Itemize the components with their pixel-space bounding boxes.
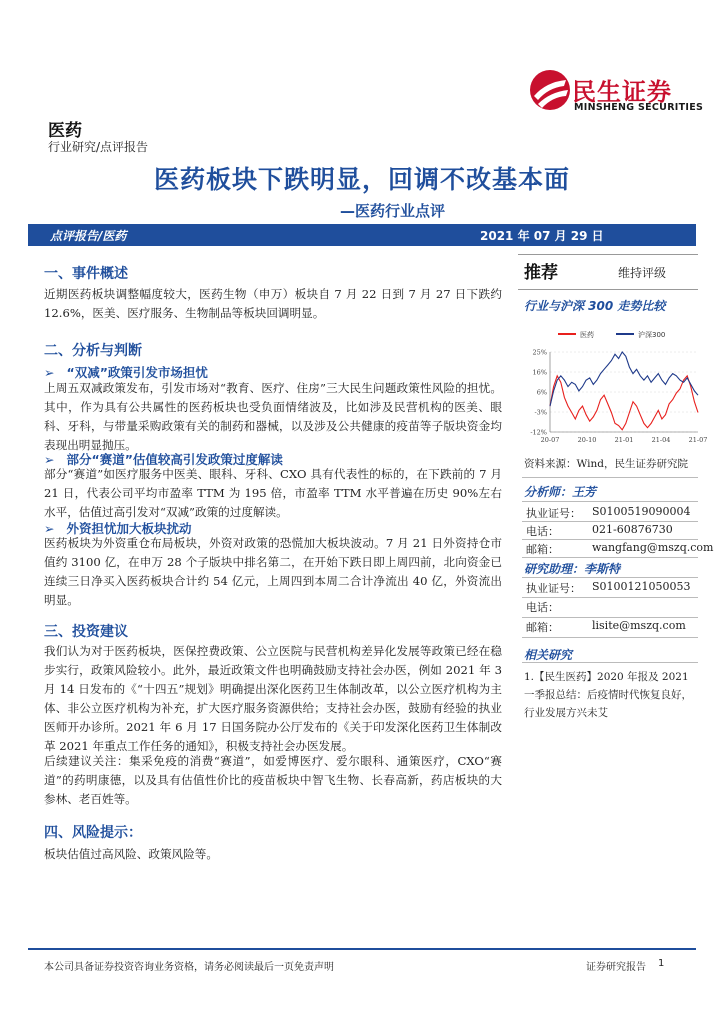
analyst-phone-label: 电话：	[526, 525, 559, 538]
footer-disclaimer: 本公司具备证券投资咨询业务资格，请务必阅读最后一页免责声明	[44, 962, 334, 973]
series-line	[550, 352, 698, 406]
section-4-paragraph: 板块估值过高风险、政策风险等。	[44, 847, 218, 861]
report-subtitle: —医药行业点评	[340, 202, 446, 220]
analyst-heading: 分析师：王芳	[524, 485, 597, 499]
sidebar-rule	[522, 662, 698, 663]
sidebar-rule	[522, 617, 698, 618]
x-tick-label: 21-01	[614, 436, 634, 444]
arrow-icon: ➢	[44, 452, 55, 467]
arrow-icon: ➢	[44, 365, 55, 380]
series-line	[550, 376, 698, 430]
sidebar-rule	[522, 557, 698, 558]
assistant-heading: 研究助理：李斯特	[524, 562, 621, 576]
page-number: 1	[658, 958, 665, 969]
section-1-heading: 一、事件概述	[44, 266, 128, 282]
rating-value: 维持评级	[618, 266, 667, 280]
sidebar-rule	[522, 501, 698, 502]
x-tick-label: 20-10	[577, 436, 597, 444]
related-heading: 相关研究	[524, 648, 573, 662]
section-2-heading: 二、分析与判断	[44, 343, 142, 359]
sidebar-rule	[522, 637, 698, 638]
section-3-heading: 三、投资建议	[44, 624, 128, 640]
logo-english: MINSHENG SECURITIES	[574, 102, 704, 113]
performance-chart	[520, 318, 708, 448]
footer-brand: 证券研究报告	[586, 962, 646, 973]
report-title: 医药板块下跌明显，回调不改基本面	[153, 165, 570, 194]
sub-3-text: 外资担忧加大板块扰动	[66, 521, 192, 536]
footer-rule	[28, 948, 696, 950]
analyst-phone-value: 021-60876730	[592, 523, 673, 536]
x-tick-label: 21-07	[688, 436, 708, 444]
sub-1-text: “双减”政策引发市场担忧	[66, 365, 208, 380]
analyst-email-label: 邮箱：	[526, 543, 559, 556]
section-2-paragraph-3: 医药板块为外资重仓布局板块，外资对政策的恐慌加大板块波动。7 月 21 日外资持仓市值约 3100 亿，在申万 28 个子版块中排名第二，在开始下跌日即上周四前，北向资金已连续三日净买入医药板块合计约 54 亿元，上周四到本周二合计净流出 40 亿，外资流出明显。	[44, 536, 502, 607]
y-tick-label: 16%	[532, 368, 547, 377]
band-report-type: 点评报告/医药	[50, 229, 127, 243]
band-date: 2021 年 07 月 29 日	[480, 229, 604, 243]
section-4-heading: 四、风险提示：	[44, 825, 142, 841]
assistant-phone-label: 电话：	[526, 601, 559, 614]
sidebar-rule	[522, 477, 698, 478]
arrow-icon: ➢	[44, 521, 55, 536]
section-1-paragraph: 近期医药板块调整幅度较大，医药生物（申万）板块自 7 月 22 日到 7 月 27 日下跌约 12.6%，医美、医疗服务、生物制品等板块回调明显。	[44, 287, 502, 320]
x-tick-label: 20-07	[540, 436, 560, 444]
rating-label: 推荐	[524, 263, 558, 283]
sidebar-rule	[518, 289, 698, 290]
analyst-email-value[interactable]: wangfang@mszq.com	[592, 541, 714, 554]
analyst-id-label: 执业证号：	[526, 507, 581, 520]
sector-label: 医药	[48, 121, 82, 141]
logo-chinese: 民生证券	[572, 78, 672, 106]
assistant-id-label: 执业证号：	[526, 582, 581, 595]
sidebar-rule	[522, 539, 698, 540]
sub-2-text: 部分“赛道”估值较高引发政策过度解读	[66, 452, 283, 467]
assistant-id-value: S0100121050053	[592, 580, 691, 593]
report-kind: 行业研究/点评报告	[48, 140, 149, 154]
y-tick-label: -12%	[530, 428, 547, 437]
sidebar-rule	[522, 521, 698, 522]
legend-label: 沪深300	[638, 331, 666, 339]
analyst-id-value: S0100519090004	[592, 505, 691, 518]
x-tick-label: 21-04	[651, 436, 671, 444]
sidebar-top-rule	[518, 254, 698, 255]
y-tick-label: 6%	[536, 388, 547, 397]
y-tick-label: -3%	[534, 408, 547, 417]
related-research-item[interactable]: 1.【民生医药】2020 年报及 2021 一季报总结：后疫情时代恢复良好，行业发展方兴未艾	[524, 671, 692, 719]
assistant-email-label: 邮箱：	[526, 621, 559, 634]
y-tick-label: 25%	[532, 348, 547, 357]
section-2-paragraph-2: 部分“赛道”如医疗服务中医美、眼科、牙科、CXO 具有代表性的标的，在下跌前的 7 月 21 日，代表公司平均市盈率 TTM 为 195 倍，市盈率 TTM 水平普遍在历史 90%左右水平，估值过高引发对“双减”政策的过度解读。	[44, 467, 502, 519]
section-2-paragraph-1: 上周五双减政策发布，引发市场对“教育、医疗、住房”三大民生问题政策性风险的担忧。其中，作为具有公共属性的医药板块也受负面情绪波及，比如涉及民营机构的医美、眼科、牙科，与带量采购政策有关的制药和器械，以及涉及公共健康的疫苗等子版块资金均表现出明显抛压。	[44, 381, 502, 452]
assistant-email-value[interactable]: lisite@mszq.com	[592, 619, 686, 632]
section-3-paragraph-2: 后续建议关注：集采免疫的消费“赛道”，如爱博医疗、爱尔眼科、通策医疗，CXO“赛道”的药明康德，以及具有估值性价比的疫苗板块中智飞生物、长春高新，药店板块的大参林、老百姓等。	[44, 754, 502, 806]
sidebar-rule	[522, 577, 698, 578]
legend-label: 医药	[580, 331, 594, 339]
chart-source: 资料来源：Wind，民生证券研究院	[524, 458, 688, 470]
chart-title: 行业与沪深 300 走势比较	[524, 299, 666, 313]
sidebar-rule	[522, 597, 698, 598]
section-3-paragraph-1: 我们认为对于医药板块，医保控费政策、公立医院与民营机构差异化发展等政策已经在稳步实行，政策风险较小。此外，最近政策文件也明确鼓励支持社会办医，例如 2021 年 3 月 14 日发布的《“十四五”规划》明确提出深化医药卫生体制改革，以公立医疗机构为主体、非公立医疗机构为补充，扩大医疗服务资源供给；支持社会办医，鼓励有经验的执业医师开办诊所。2021 年 6 月 17 日国务院办公厅发布的《关于印发深化医药卫生体制改革 2021 年重点工作任务的通知》，积极支持社会办医发展。	[44, 644, 502, 753]
